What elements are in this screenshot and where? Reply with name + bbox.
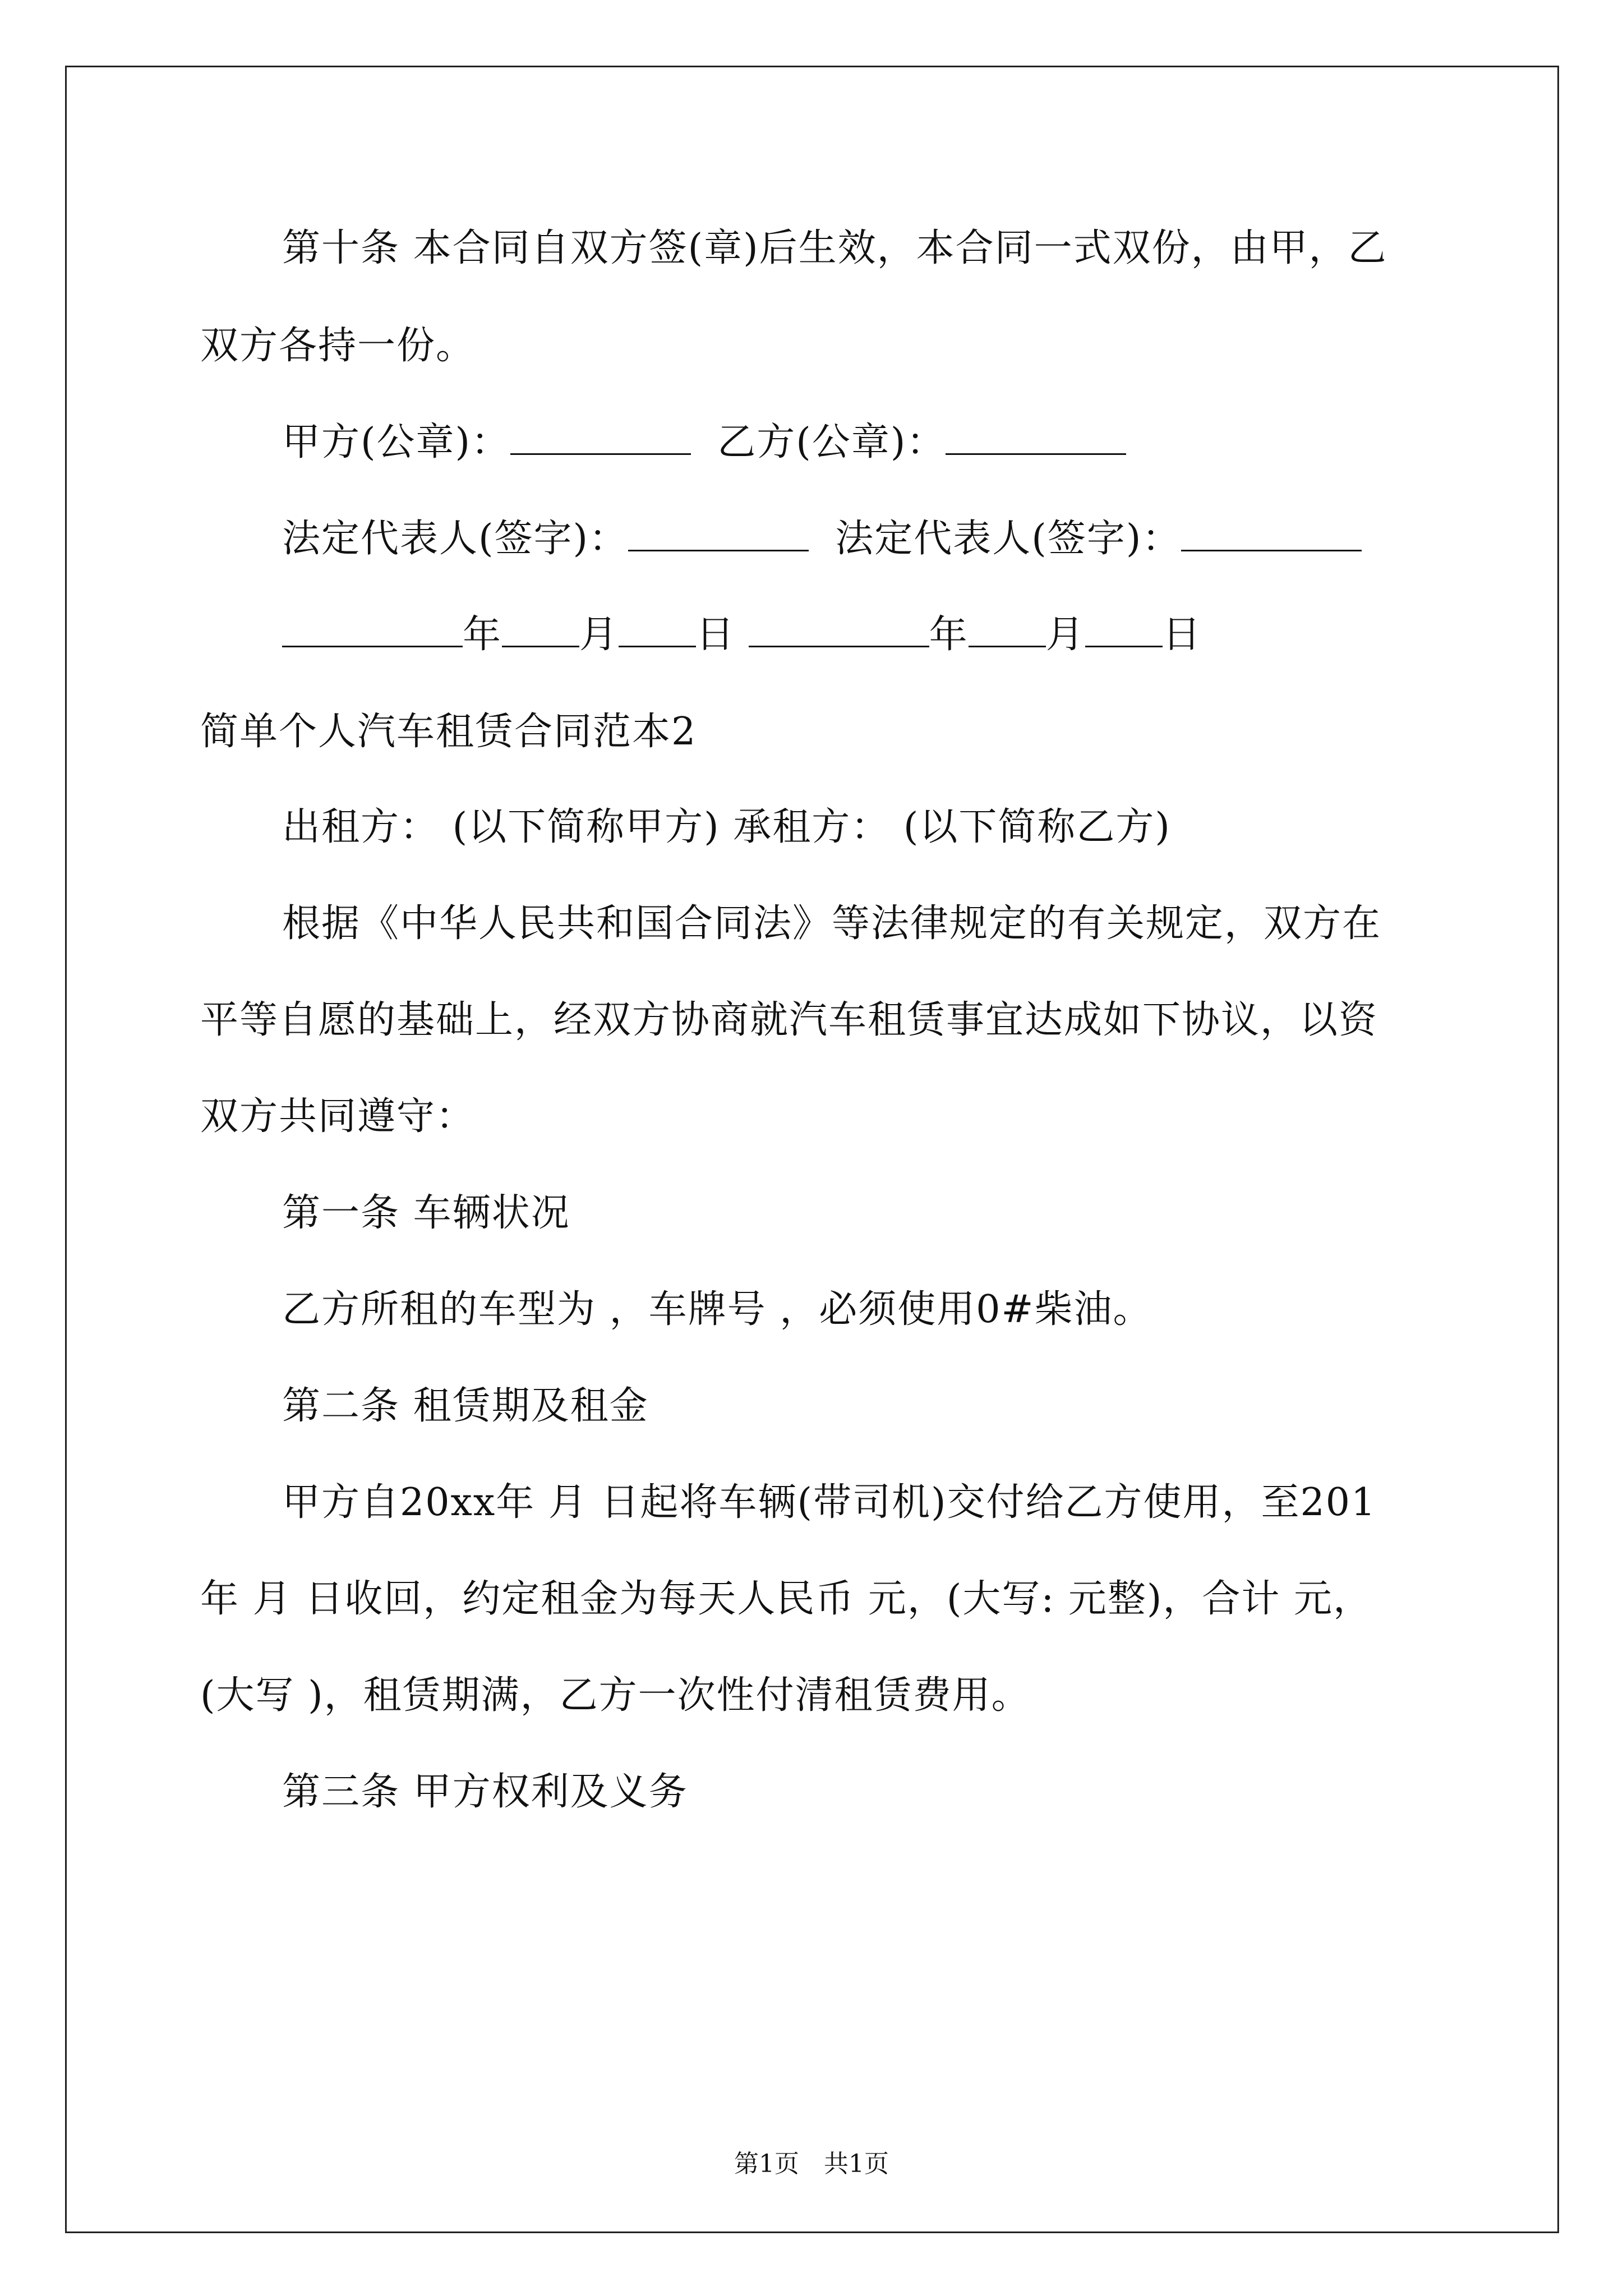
party-b-day-label: 日 (1162, 613, 1202, 657)
party-a-seal-blank (510, 416, 691, 455)
party-a-day-blank (619, 609, 696, 647)
preamble-line-3: 双方共同遵守： (200, 1094, 476, 1139)
party-a-year-blank (282, 609, 463, 647)
party-b-rep-blank (1181, 513, 1362, 551)
party-b-month-blank (969, 609, 1046, 647)
article-10-line-2: 双方各持一份。 (200, 324, 476, 368)
party-a-month-label: 月 (579, 613, 619, 657)
party-b-year-blank (749, 609, 929, 647)
party-b-seal-label: 乙方(公章)： (717, 420, 946, 464)
article-10-line-1: 第十条 本合同自双方签(章)后生效，本合同一式双份，由甲，乙 (282, 226, 1387, 270)
party-a-rep-label: 法定代表人(签字)： (282, 517, 629, 561)
party-a-seal-label: 甲方(公章)： (282, 420, 511, 464)
party-a-day-label: 日 (696, 613, 736, 657)
preamble-line-1: 根据《中华人民共和国合同法》等法律规定的有关规定，双方在 (282, 901, 1382, 946)
party-a-month-blank (502, 609, 579, 647)
parties-line: 出租方： (以下简称甲方) 承租方： (以下简称乙方) (282, 805, 1171, 849)
page-number-footer: 第1页 共1页 (734, 2150, 889, 2178)
party-a-year-label: 年 (463, 613, 502, 657)
party-a-rep-blank (628, 513, 809, 551)
article-3-heading: 第三条 甲方权利及义务 (282, 1770, 688, 1814)
article-2-body-line-1: 甲方自20xx年 月 日起将车辆(带司机)交付给乙方使用，至201 (282, 1480, 1377, 1525)
article-1-heading: 第一条 车辆状况 (282, 1191, 570, 1235)
party-b-seal-blank (946, 416, 1126, 455)
preamble-line-2: 平等自愿的基础上，经双方协商就汽车租赁事宜达成如下协议，以资 (200, 998, 1378, 1042)
party-seal-line (282, 416, 1126, 467)
section-title: 简单个人汽车租赁合同范本2 (200, 710, 697, 754)
party-b-month-label: 月 (1045, 613, 1085, 657)
article-2-body-line-3: (大写 )，租赁期满，乙方一次性付清租赁费用。 (200, 1673, 1031, 1718)
party-b-year-label: 年 (929, 613, 969, 657)
party-b-rep-label: 法定代表人(签字)： (835, 517, 1182, 561)
date-line (282, 609, 1202, 659)
article-1-body: 乙方所租的车型为 ，车牌号 ，必须使用0#柴油。 (282, 1287, 1152, 1332)
page-border (65, 66, 1559, 2233)
article-2-heading: 第二条 租赁期及租金 (282, 1384, 649, 1428)
party-b-day-blank (1085, 609, 1163, 647)
article-2-body-line-2: 年 月 日收回，约定租金为每天人民币 元，(大写: 元整)，合计 元， (200, 1577, 1373, 1621)
legal-rep-line (282, 513, 1362, 563)
